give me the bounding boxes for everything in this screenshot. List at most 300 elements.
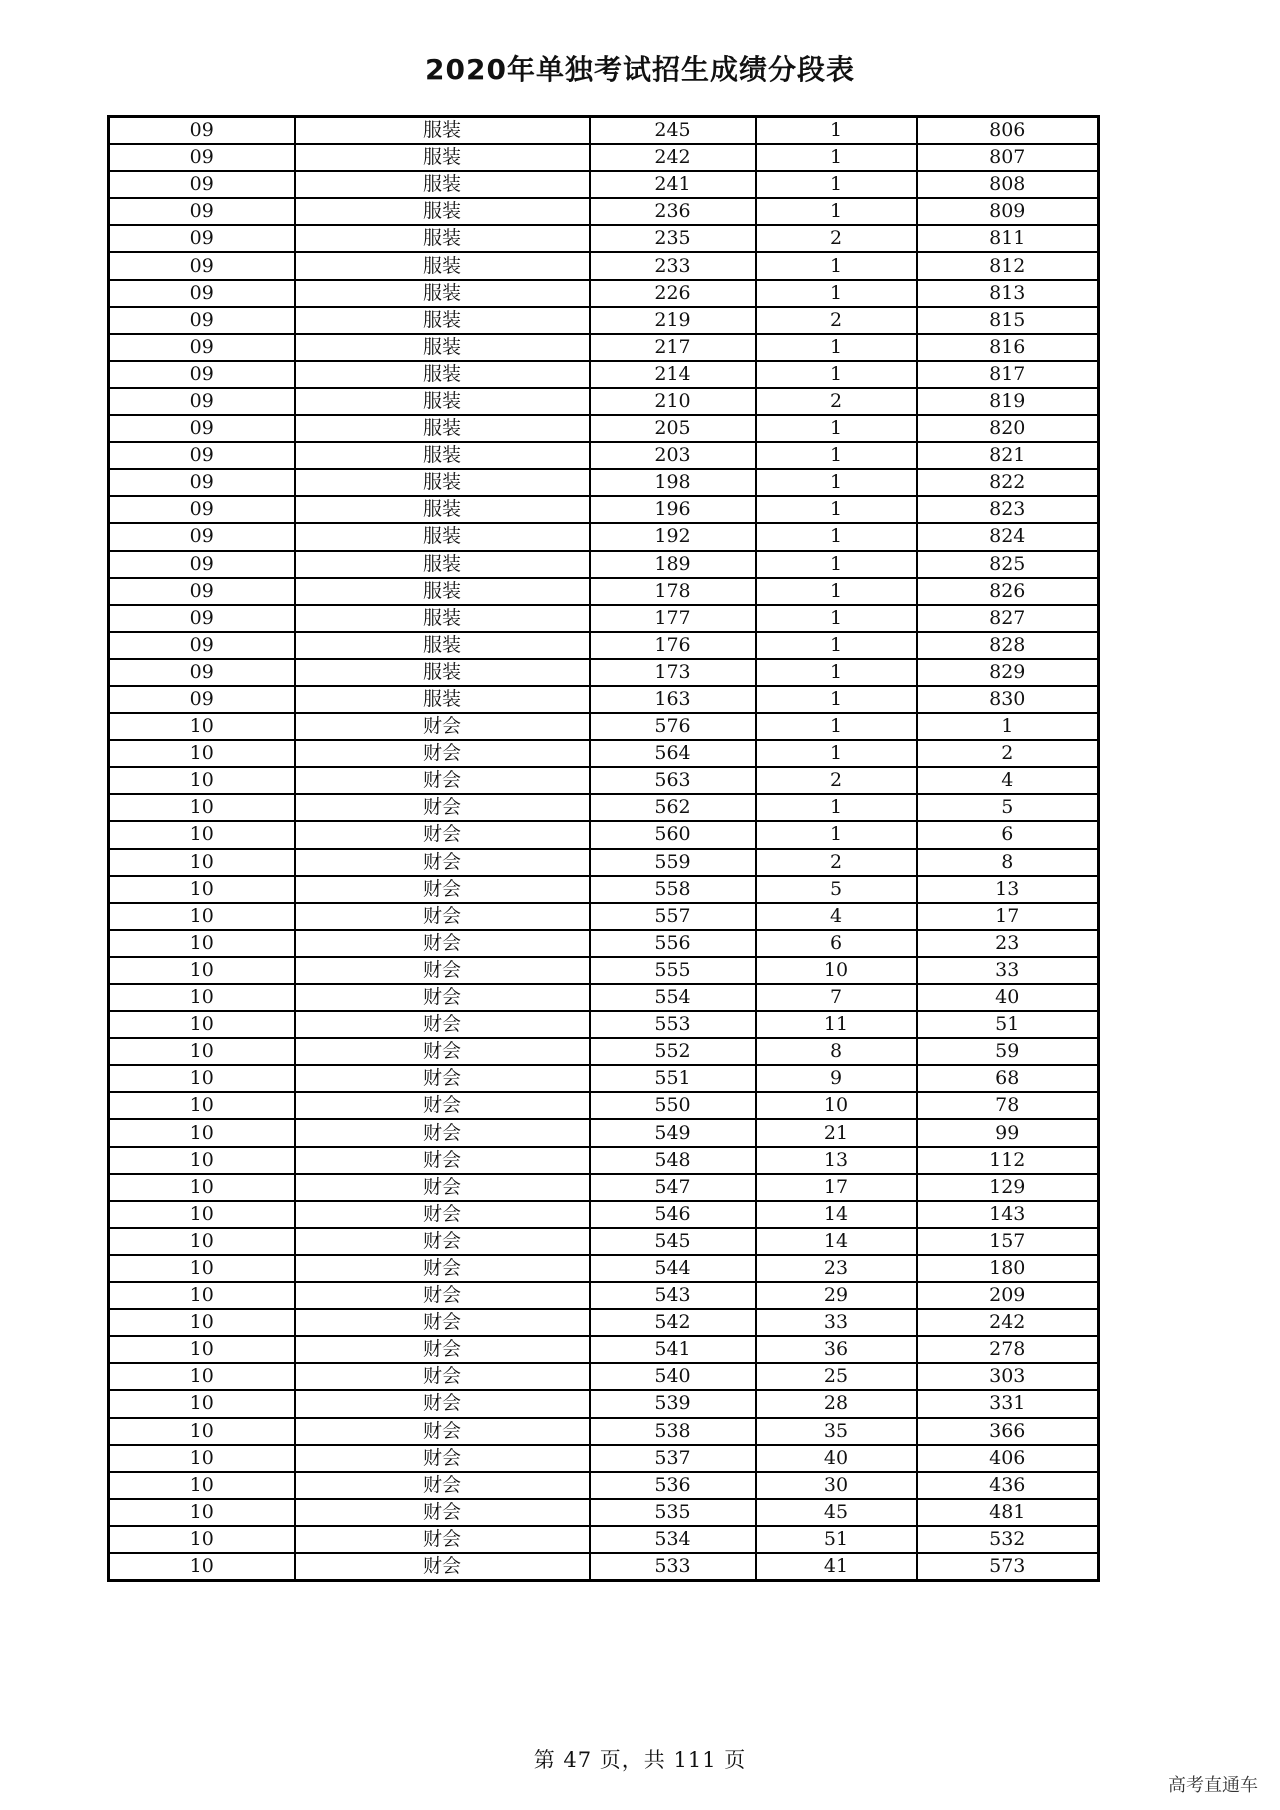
major-cell: 财会 xyxy=(295,1092,590,1119)
table-row xyxy=(109,821,1099,848)
category-code-cell: 10 xyxy=(109,1390,295,1417)
cumulative-cell: 33 xyxy=(917,957,1099,984)
cumulative-cell: 481 xyxy=(917,1499,1099,1526)
table-row xyxy=(109,1336,1099,1363)
table-row xyxy=(109,1201,1099,1228)
cumulative-cell: 823 xyxy=(917,496,1099,523)
cumulative-cell: 821 xyxy=(917,442,1099,469)
score-cell: 214 xyxy=(590,361,756,388)
score-cell: 563 xyxy=(590,767,756,794)
table-row xyxy=(109,1228,1099,1255)
count-cell: 2 xyxy=(756,225,917,252)
category-code-cell: 10 xyxy=(109,1092,295,1119)
cumulative-cell: 811 xyxy=(917,225,1099,252)
count-cell: 1 xyxy=(756,361,917,388)
count-cell: 2 xyxy=(756,307,917,334)
table-row xyxy=(109,225,1099,252)
score-cell: 553 xyxy=(590,1011,756,1038)
major-cell: 财会 xyxy=(295,903,590,930)
category-code-cell: 10 xyxy=(109,713,295,740)
major-cell: 财会 xyxy=(295,1418,590,1445)
category-code-cell: 10 xyxy=(109,1119,295,1146)
score-cell: 236 xyxy=(590,198,756,225)
table-row xyxy=(109,849,1099,876)
cumulative-cell: 816 xyxy=(917,334,1099,361)
count-cell: 8 xyxy=(756,1038,917,1065)
category-code-cell: 10 xyxy=(109,1174,295,1201)
category-code-cell: 10 xyxy=(109,957,295,984)
count-cell: 5 xyxy=(756,876,917,903)
table-row xyxy=(109,280,1099,307)
cumulative-cell: 278 xyxy=(917,1336,1099,1363)
category-code-cell: 09 xyxy=(109,171,295,198)
cumulative-cell: 809 xyxy=(917,198,1099,225)
table-row xyxy=(109,496,1099,523)
score-cell: 196 xyxy=(590,496,756,523)
table-row xyxy=(109,1011,1099,1038)
score-cell: 540 xyxy=(590,1363,756,1390)
major-cell: 财会 xyxy=(295,1065,590,1092)
table-row xyxy=(109,903,1099,930)
count-cell: 29 xyxy=(756,1282,917,1309)
cumulative-cell: 406 xyxy=(917,1445,1099,1472)
category-code-cell: 09 xyxy=(109,551,295,578)
cumulative-cell: 23 xyxy=(917,930,1099,957)
score-cell: 557 xyxy=(590,903,756,930)
major-cell: 财会 xyxy=(295,1255,590,1282)
major-cell: 财会 xyxy=(295,1282,590,1309)
score-cell: 198 xyxy=(590,469,756,496)
category-code-cell: 09 xyxy=(109,523,295,550)
count-cell: 17 xyxy=(756,1174,917,1201)
table-row xyxy=(109,605,1099,632)
cumulative-cell: 812 xyxy=(917,252,1099,279)
score-cell: 536 xyxy=(590,1472,756,1499)
cumulative-cell: 303 xyxy=(917,1363,1099,1390)
major-cell: 财会 xyxy=(295,1038,590,1065)
count-cell: 1 xyxy=(756,740,917,767)
count-cell: 1 xyxy=(756,794,917,821)
table-row xyxy=(109,361,1099,388)
major-cell: 财会 xyxy=(295,1336,590,1363)
major-cell: 服装 xyxy=(295,144,590,171)
table-row xyxy=(109,876,1099,903)
category-code-cell: 09 xyxy=(109,307,295,334)
major-cell: 财会 xyxy=(295,1472,590,1499)
count-cell: 33 xyxy=(756,1309,917,1336)
cumulative-cell: 808 xyxy=(917,171,1099,198)
category-code-cell: 10 xyxy=(109,1201,295,1228)
score-cell: 546 xyxy=(590,1201,756,1228)
count-cell: 6 xyxy=(756,930,917,957)
category-code-cell: 09 xyxy=(109,605,295,632)
score-cell: 556 xyxy=(590,930,756,957)
table-row xyxy=(109,469,1099,496)
score-cell: 549 xyxy=(590,1119,756,1146)
count-cell: 14 xyxy=(756,1228,917,1255)
score-cell: 178 xyxy=(590,578,756,605)
category-code-cell: 10 xyxy=(109,1038,295,1065)
count-cell: 1 xyxy=(756,605,917,632)
count-cell: 1 xyxy=(756,117,917,145)
table-row xyxy=(109,984,1099,1011)
cumulative-cell: 209 xyxy=(917,1282,1099,1309)
count-cell: 1 xyxy=(756,659,917,686)
category-code-cell: 10 xyxy=(109,984,295,1011)
table-row xyxy=(109,1119,1099,1146)
cumulative-cell: 830 xyxy=(917,686,1099,713)
table-row xyxy=(109,767,1099,794)
table-row xyxy=(109,686,1099,713)
cumulative-cell: 826 xyxy=(917,578,1099,605)
count-cell: 11 xyxy=(756,1011,917,1038)
cumulative-cell: 828 xyxy=(917,632,1099,659)
score-cell: 242 xyxy=(590,144,756,171)
count-cell: 1 xyxy=(756,821,917,848)
count-cell: 1 xyxy=(756,551,917,578)
cumulative-cell: 112 xyxy=(917,1147,1099,1174)
watermark: 高考直通车 xyxy=(1168,1775,1258,1796)
cumulative-cell: 366 xyxy=(917,1418,1099,1445)
category-code-cell: 10 xyxy=(109,1309,295,1336)
category-code-cell: 09 xyxy=(109,225,295,252)
major-cell: 服装 xyxy=(295,415,590,442)
table-row xyxy=(109,740,1099,767)
count-cell: 7 xyxy=(756,984,917,1011)
major-cell: 财会 xyxy=(295,984,590,1011)
table-row xyxy=(109,713,1099,740)
count-cell: 1 xyxy=(756,578,917,605)
count-cell: 9 xyxy=(756,1065,917,1092)
table-row xyxy=(109,1363,1099,1390)
count-cell: 1 xyxy=(756,523,917,550)
count-cell: 40 xyxy=(756,1445,917,1472)
count-cell: 41 xyxy=(756,1553,917,1581)
table-row xyxy=(109,1147,1099,1174)
cumulative-cell: 827 xyxy=(917,605,1099,632)
cumulative-cell: 157 xyxy=(917,1228,1099,1255)
major-cell: 服装 xyxy=(295,225,590,252)
count-cell: 13 xyxy=(756,1147,917,1174)
score-cell: 544 xyxy=(590,1255,756,1282)
table-row xyxy=(109,1526,1099,1553)
major-cell: 服装 xyxy=(295,551,590,578)
score-cell: 176 xyxy=(590,632,756,659)
major-cell: 财会 xyxy=(295,1119,590,1146)
count-cell: 1 xyxy=(756,198,917,225)
category-code-cell: 10 xyxy=(109,1282,295,1309)
score-cell: 542 xyxy=(590,1309,756,1336)
cumulative-cell: 129 xyxy=(917,1174,1099,1201)
category-code-cell: 09 xyxy=(109,659,295,686)
major-cell: 财会 xyxy=(295,1011,590,1038)
major-cell: 财会 xyxy=(295,957,590,984)
major-cell: 财会 xyxy=(295,1553,590,1581)
score-cell: 539 xyxy=(590,1390,756,1417)
major-cell: 财会 xyxy=(295,740,590,767)
category-code-cell: 10 xyxy=(109,767,295,794)
major-cell: 财会 xyxy=(295,1201,590,1228)
count-cell: 30 xyxy=(756,1472,917,1499)
count-cell: 10 xyxy=(756,1092,917,1119)
cumulative-cell: 4 xyxy=(917,767,1099,794)
table-row xyxy=(109,252,1099,279)
major-cell: 服装 xyxy=(295,361,590,388)
score-cell: 535 xyxy=(590,1499,756,1526)
major-cell: 财会 xyxy=(295,1445,590,1472)
count-cell: 1 xyxy=(756,171,917,198)
table-row xyxy=(109,307,1099,334)
score-cell: 552 xyxy=(590,1038,756,1065)
category-code-cell: 09 xyxy=(109,442,295,469)
count-cell: 1 xyxy=(756,144,917,171)
category-code-cell: 10 xyxy=(109,1363,295,1390)
major-cell: 服装 xyxy=(295,307,590,334)
major-cell: 服装 xyxy=(295,117,590,145)
count-cell: 2 xyxy=(756,767,917,794)
category-code-cell: 10 xyxy=(109,1147,295,1174)
major-cell: 服装 xyxy=(295,632,590,659)
table-row xyxy=(109,1065,1099,1092)
category-code-cell: 10 xyxy=(109,1065,295,1092)
category-code-cell: 10 xyxy=(109,1228,295,1255)
category-code-cell: 09 xyxy=(109,415,295,442)
score-cell: 533 xyxy=(590,1553,756,1581)
category-code-cell: 10 xyxy=(109,1445,295,1472)
score-cell: 560 xyxy=(590,821,756,848)
category-code-cell: 09 xyxy=(109,280,295,307)
count-cell: 1 xyxy=(756,496,917,523)
cumulative-cell: 815 xyxy=(917,307,1099,334)
score-cell: 537 xyxy=(590,1445,756,1472)
major-cell: 财会 xyxy=(295,1228,590,1255)
count-cell: 28 xyxy=(756,1390,917,1417)
cumulative-cell: 8 xyxy=(917,849,1099,876)
major-cell: 服装 xyxy=(295,280,590,307)
category-code-cell: 10 xyxy=(109,1255,295,1282)
major-cell: 服装 xyxy=(295,469,590,496)
cumulative-cell: 829 xyxy=(917,659,1099,686)
score-cell: 173 xyxy=(590,659,756,686)
table-row xyxy=(109,578,1099,605)
score-cell: 534 xyxy=(590,1526,756,1553)
table-row xyxy=(109,957,1099,984)
count-cell: 14 xyxy=(756,1201,917,1228)
table-body xyxy=(109,117,1099,1581)
count-cell: 1 xyxy=(756,632,917,659)
table-row xyxy=(109,442,1099,469)
count-cell: 1 xyxy=(756,686,917,713)
category-code-cell: 10 xyxy=(109,1418,295,1445)
score-cell: 555 xyxy=(590,957,756,984)
major-cell: 财会 xyxy=(295,1526,590,1553)
score-cell: 226 xyxy=(590,280,756,307)
cumulative-cell: 824 xyxy=(917,523,1099,550)
category-code-cell: 10 xyxy=(109,740,295,767)
cumulative-cell: 6 xyxy=(917,821,1099,848)
page-title: 2020年单独考试招生成绩分段表 xyxy=(425,53,855,86)
score-cell: 538 xyxy=(590,1418,756,1445)
major-cell: 财会 xyxy=(295,1390,590,1417)
table-row xyxy=(109,144,1099,171)
category-code-cell: 09 xyxy=(109,686,295,713)
score-cell: 205 xyxy=(590,415,756,442)
major-cell: 服装 xyxy=(295,578,590,605)
count-cell: 1 xyxy=(756,334,917,361)
category-code-cell: 10 xyxy=(109,849,295,876)
score-cell: 192 xyxy=(590,523,756,550)
cumulative-cell: 180 xyxy=(917,1255,1099,1282)
table-row xyxy=(109,1472,1099,1499)
table-row xyxy=(109,659,1099,686)
major-cell: 服装 xyxy=(295,605,590,632)
cumulative-cell: 807 xyxy=(917,144,1099,171)
major-cell: 财会 xyxy=(295,1499,590,1526)
count-cell: 35 xyxy=(756,1418,917,1445)
cumulative-cell: 820 xyxy=(917,415,1099,442)
category-code-cell: 09 xyxy=(109,252,295,279)
category-code-cell: 09 xyxy=(109,388,295,415)
count-cell: 1 xyxy=(756,415,917,442)
major-cell: 服装 xyxy=(295,198,590,225)
count-cell: 45 xyxy=(756,1499,917,1526)
table-row xyxy=(109,1445,1099,1472)
cumulative-cell: 822 xyxy=(917,469,1099,496)
cumulative-cell: 5 xyxy=(917,794,1099,821)
category-code-cell: 10 xyxy=(109,1526,295,1553)
score-cell: 245 xyxy=(590,117,756,145)
score-cell: 233 xyxy=(590,252,756,279)
cumulative-cell: 573 xyxy=(917,1553,1099,1581)
score-cell: 558 xyxy=(590,876,756,903)
score-cell: 564 xyxy=(590,740,756,767)
cumulative-cell: 436 xyxy=(917,1472,1099,1499)
score-cell: 545 xyxy=(590,1228,756,1255)
table-row xyxy=(109,117,1099,145)
count-cell: 21 xyxy=(756,1119,917,1146)
major-cell: 财会 xyxy=(295,821,590,848)
cumulative-cell: 68 xyxy=(917,1065,1099,1092)
score-cell: 576 xyxy=(590,713,756,740)
page-footer: 第 47 页，共 111 页 xyxy=(533,1748,747,1772)
cumulative-cell: 532 xyxy=(917,1526,1099,1553)
major-cell: 财会 xyxy=(295,1147,590,1174)
table-row xyxy=(109,930,1099,957)
major-cell: 服装 xyxy=(295,334,590,361)
major-cell: 财会 xyxy=(295,930,590,957)
count-cell: 23 xyxy=(756,1255,917,1282)
category-code-cell: 09 xyxy=(109,117,295,145)
cumulative-cell: 2 xyxy=(917,740,1099,767)
major-cell: 服装 xyxy=(295,496,590,523)
cumulative-cell: 17 xyxy=(917,903,1099,930)
major-cell: 服装 xyxy=(295,523,590,550)
score-cell: 554 xyxy=(590,984,756,1011)
major-cell: 服装 xyxy=(295,171,590,198)
cumulative-cell: 143 xyxy=(917,1201,1099,1228)
score-cell: 163 xyxy=(590,686,756,713)
category-code-cell: 10 xyxy=(109,1011,295,1038)
table-row xyxy=(109,551,1099,578)
count-cell: 4 xyxy=(756,903,917,930)
category-code-cell: 09 xyxy=(109,198,295,225)
major-cell: 服装 xyxy=(295,388,590,415)
cumulative-cell: 13 xyxy=(917,876,1099,903)
score-cell: 562 xyxy=(590,794,756,821)
cumulative-cell: 813 xyxy=(917,280,1099,307)
major-cell: 财会 xyxy=(295,876,590,903)
score-cell: 177 xyxy=(590,605,756,632)
count-cell: 1 xyxy=(756,713,917,740)
score-cell: 210 xyxy=(590,388,756,415)
table-row xyxy=(109,171,1099,198)
table-row xyxy=(109,415,1099,442)
score-cell: 219 xyxy=(590,307,756,334)
count-cell: 51 xyxy=(756,1526,917,1553)
major-cell: 财会 xyxy=(295,1174,590,1201)
table-row xyxy=(109,1174,1099,1201)
category-code-cell: 10 xyxy=(109,1336,295,1363)
score-cell: 241 xyxy=(590,171,756,198)
category-code-cell: 09 xyxy=(109,361,295,388)
score-cell: 548 xyxy=(590,1147,756,1174)
score-cell: 559 xyxy=(590,849,756,876)
count-cell: 10 xyxy=(756,957,917,984)
major-cell: 服装 xyxy=(295,659,590,686)
category-code-cell: 10 xyxy=(109,903,295,930)
score-cell: 189 xyxy=(590,551,756,578)
category-code-cell: 09 xyxy=(109,334,295,361)
table-row xyxy=(109,334,1099,361)
major-cell: 财会 xyxy=(295,767,590,794)
score-cell: 547 xyxy=(590,1174,756,1201)
score-distribution-table xyxy=(107,115,1100,1582)
table-row xyxy=(109,1390,1099,1417)
score-cell: 541 xyxy=(590,1336,756,1363)
major-cell: 财会 xyxy=(295,794,590,821)
major-cell: 财会 xyxy=(295,713,590,740)
table-row xyxy=(109,1038,1099,1065)
cumulative-cell: 242 xyxy=(917,1309,1099,1336)
score-cell: 550 xyxy=(590,1092,756,1119)
score-cell: 543 xyxy=(590,1282,756,1309)
table-row xyxy=(109,1255,1099,1282)
table-row xyxy=(109,1499,1099,1526)
table-row xyxy=(109,794,1099,821)
major-cell: 财会 xyxy=(295,1363,590,1390)
category-code-cell: 10 xyxy=(109,794,295,821)
cumulative-cell: 78 xyxy=(917,1092,1099,1119)
cumulative-cell: 51 xyxy=(917,1011,1099,1038)
major-cell: 服装 xyxy=(295,252,590,279)
count-cell: 1 xyxy=(756,280,917,307)
cumulative-cell: 825 xyxy=(917,551,1099,578)
score-cell: 203 xyxy=(590,442,756,469)
table-row xyxy=(109,1553,1099,1581)
major-cell: 服装 xyxy=(295,442,590,469)
cumulative-cell: 331 xyxy=(917,1390,1099,1417)
table-row xyxy=(109,388,1099,415)
score-cell: 217 xyxy=(590,334,756,361)
table-row xyxy=(109,523,1099,550)
major-cell: 服装 xyxy=(295,686,590,713)
count-cell: 2 xyxy=(756,849,917,876)
cumulative-cell: 99 xyxy=(917,1119,1099,1146)
category-code-cell: 10 xyxy=(109,1472,295,1499)
count-cell: 2 xyxy=(756,388,917,415)
cumulative-cell: 817 xyxy=(917,361,1099,388)
cumulative-cell: 59 xyxy=(917,1038,1099,1065)
